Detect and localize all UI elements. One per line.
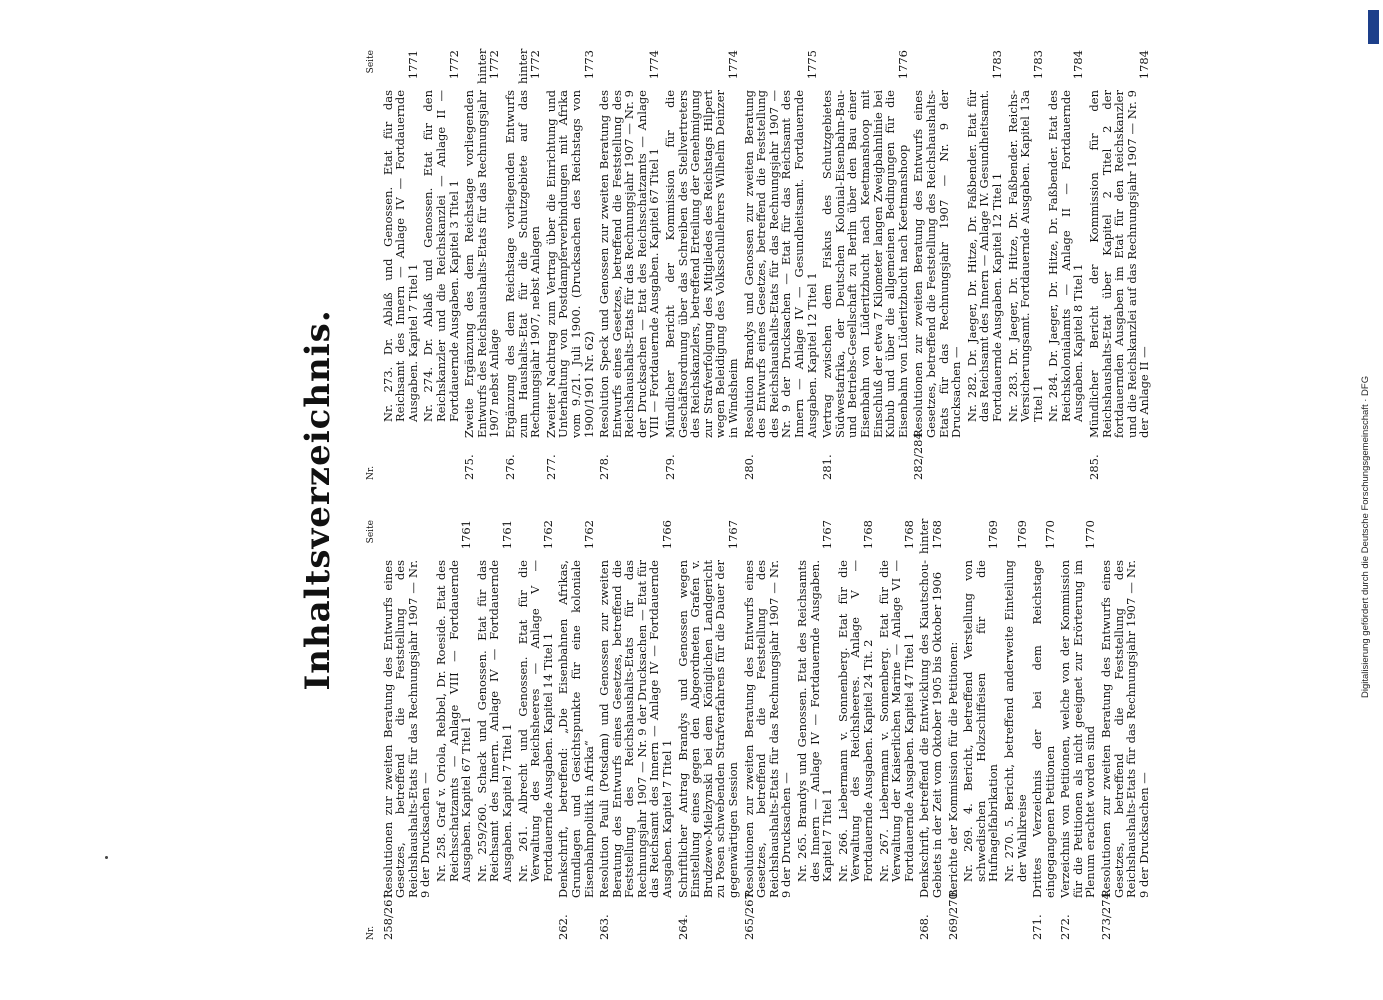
toc-entry (677, 520, 740, 940)
toc-entry (476, 520, 514, 940)
entry-page: 1762 (540, 520, 555, 550)
entry-number (966, 422, 1004, 464)
entry-text: Nr. 284. Dr. Jaeger, Dr. Hitze, Dr. Faßbender. Etat des Reichskolonialamts — Anlage II — Fortdauernde Ausgaben. Kapitel 8 Titel 1 (1046, 90, 1086, 422)
entry-text: Nr. 259/260. Schack und Genossen. Etat für das Reichsamt des Innern. Anlage IV — Fortdauernde Ausgaben. Kapitel 7 Titel 1 (474, 560, 514, 882)
entry-page: 1783 (989, 50, 1004, 80)
toc-entry (821, 50, 909, 480)
nr-header: Nr. (366, 925, 376, 940)
entry-text: Nr. 265. Brandys und Genossen. Etat des Reichsamts des Innern — Anlage IV — Fortdauernde Ausgaben. Kapitel 7 Titel 1 (795, 560, 835, 882)
entry-text: Nr. 267. Liebermann v. Sonnenberg. Etat für die Verwaltung der Kaiserlichen Marine — Anlage VI — Fortdauernde Ausgaben. Kapitel 47 Titel 1 (876, 560, 916, 882)
entry-number (878, 882, 916, 924)
toc-entry (598, 50, 661, 480)
rotated-content (250, 0, 1250, 1000)
entry-text: Drittes Verzeichnis der bei dem Reichstage eingegangenen Petitionen (1030, 560, 1057, 898)
entry-page: 1766 (660, 520, 675, 550)
toc-entry (382, 50, 420, 480)
entry-page: hinter 1768 (917, 518, 944, 554)
entry-page: 1761 (499, 520, 514, 550)
toc-entry (504, 50, 542, 480)
entry-page: 1770 (1083, 520, 1098, 550)
entry-number: 265/267. (741, 888, 756, 940)
entry-text: Resolution Speck und Genossen zur zweiten Beratung des Entwurfs eines Gesetzes, betreffend die Feststellung des Reichshaushalts-Etats für das Rechnungsjahr 1907 — Nr. 9 der Drucksachen — Etat des Reichsschatzamts — Anlage VIII — Fortdauernde Ausgaben. Kapitel 67 Titel 1 (597, 90, 662, 438)
toc-entry (463, 50, 501, 480)
entry-number: 282/284. (911, 428, 926, 480)
entry-number: 278. (597, 454, 612, 480)
toc-entry (1047, 50, 1085, 480)
entry-text: Resolutionen zur zweiten Beratung des Entwurfs eines Gesetzes, betreffend die Feststellung des Reichshaushalts-Etats für das Rechnungsjahr 1907 — Nr. 9 der Drucksachen — (741, 560, 794, 898)
toc-entry (557, 520, 595, 940)
entry-number: 272. (1058, 914, 1073, 940)
toc-entry (1007, 50, 1045, 480)
entry-number: 262. (556, 914, 571, 940)
toc-entry (422, 50, 460, 480)
toc-entry (517, 520, 555, 940)
scan-speck (105, 856, 108, 859)
toc-entry (962, 520, 1000, 940)
left-column (365, 520, 1153, 940)
entry-text: Resolution Brandys und Genossen zur zweiten Beratung des Entwurfs eines Gesetzes, betreffend die Feststellung des Reichshaushalts-Etats für das Rechnungsjahr 1907 — Nr. 9 der Drucksachen — Etat für das Reichsamt des Innern — Anlage IV — Gesundheitsamt. Fortdauernde Ausgaben. Kapitel 12 Titel 1 (741, 90, 819, 438)
entry-number: 281. (820, 454, 835, 480)
entry-page: 1768 (901, 520, 916, 550)
toc-entry (664, 50, 740, 480)
toc-entry (1059, 520, 1097, 940)
right-column (365, 50, 1154, 480)
toc-entry (966, 50, 1004, 480)
entry-number (962, 882, 1000, 924)
entry-text: Mündlicher Bericht der Kommission für den Reichshaushalts-Etat über Kapitel 2 Titel 2 der fortdauernden Ausgaben im Etat für den Reichskanzler und die Reichskanzlei auf das Rechnungsjahr 1907 — Nr. 9 der Anlage II — (1087, 90, 1152, 438)
toc-entry (837, 520, 875, 940)
entry-page: 1783 (1030, 50, 1045, 80)
entry-number: 285. (1087, 454, 1102, 480)
entry-number: 273/274. (1099, 888, 1114, 940)
toc-entry (918, 520, 943, 940)
entry-page: 1769 (986, 520, 1001, 550)
entry-page: 1772 (446, 50, 461, 80)
entry-page: 1767 (820, 520, 835, 550)
entry-page: 1769 (1014, 520, 1029, 550)
entry-page: 1775 (804, 50, 819, 80)
funding-note-text: Digitalisierung gefördert durch die Deutsche Forschungsgemeinschaft · DFG (1360, 375, 1371, 698)
entry-number: 264. (675, 914, 690, 940)
entry-text: Nr. 258. Graf v. Oriola, Rebbel, Dr. Roeside. Etat des Reichsschatzamts — Anlage VIII — Fortdauernde Ausgaben. Kapitel 67 Titel 1 (433, 560, 474, 882)
entry-page: 1784 (1137, 50, 1152, 80)
entry-page: 1773 (581, 50, 596, 80)
page-title: Inhaltsverzeichnis. (298, 309, 338, 691)
entry-page: 1761 (459, 520, 474, 550)
entry-number: 280. (741, 454, 756, 480)
toc-entry (947, 520, 960, 940)
toc-entry (435, 520, 473, 940)
entry-page: 1784 (1071, 50, 1086, 80)
entry-text: Nr. 282. Dr. Jaeger, Dr. Hitze, Dr. Faßbender. Etat für das Reichsamt des Innern — Anlage IV. Gesundheitsamt. Fortdauernde Ausgaben. Kapitel 12 Titel 1 (964, 90, 1004, 422)
toc-entry (1031, 520, 1056, 940)
entry-text: Nr. 261. Albrecht und Genossen. Etat für die Verwaltung des Reichsheeres — Anlage V — Fortdauernde Ausgaben. Kapitel 14 Titel 1 (515, 560, 555, 882)
entry-page: 1770 (1042, 520, 1057, 550)
entry-page: hinter 1772 (474, 48, 502, 84)
funding-note (1360, 18, 1376, 698)
document-area (250, 0, 1250, 1000)
right-entry-list (382, 50, 1151, 480)
entry-text: Resolutionen zur zweiten Beratung des Entwurfs eines Gesetzes, betreffend die Feststellung des Reichshaushalts-Etats für das Rechnungsjahr 1907 — Nr. 9 der Drucksachen — (380, 560, 433, 898)
toc-entry (743, 50, 819, 480)
toc-entry (912, 50, 962, 480)
entry-text: Zweiter Nachtrag zum Vertrag über die Einrichtung und Unterhaltung von Postdampferverbindungen mit Afrika vom 9./21. Juli 1900. (Drucksachen des Reichstags von 1900/1901 Nr. 62) (543, 90, 596, 438)
entry-number (1047, 422, 1085, 464)
entry-number: 277. (543, 454, 558, 480)
entry-text: Vertrag zwischen dem Fiskus des Schutzgebietes Südwestafrika, der Deutschen Kolonial-Eisenbahn-Bau- und Betriebs-Gesellschaft zu Berlin über den Bau einer Eisenbahn von Lüderitzbucht nach Keetmanshoop mit Einschluß der etwa 7 Kilometer langen Zweigbahnlinie bei Kubub und über die allgemeinen Bedingungen für die Eisenbahn von Lüderitzbucht nach Keetmanshoop (820, 90, 910, 438)
toc-entry (796, 520, 834, 940)
entry-number (1003, 882, 1028, 924)
nr-header: Nr. (366, 465, 376, 480)
entry-number (422, 422, 460, 464)
entry-number: 258/261. (380, 888, 395, 940)
entry-number (382, 422, 420, 464)
entry-number: 275. (462, 454, 477, 480)
entry-text: Resolution Pauli (Potsdam) und Genossen zur zweiten Beratung des Entwurfs eines Gesetzes, betreffend die Feststellung des Reichshaushalts-Etats für das Rechnungsjahr 1907 — Nr. 9 der Drucksachen — Etat für das Reichsamt des Innern — Anlage IV — Fortdauernde Ausgaben. Kapitel 7 Titel 1 (597, 560, 675, 898)
entry-number: 276. (502, 454, 517, 480)
entry-text: Zweite Ergänzung des dem Reichstage vorliegenden Entwurfs des Reichshaushalts-Etats für das Rechnungsjahr 1907 nebst Anlage (462, 90, 502, 438)
entry-number (435, 882, 473, 924)
right-column-header (365, 50, 378, 480)
entry-number (476, 882, 514, 924)
entry-page: 1776 (895, 50, 910, 80)
toc-entry (1003, 520, 1028, 940)
entry-text: Denkschrift, betreffend: „Die Eisenbahnen Afrikas, Grundlagen und Gesichtspunkte für eine koloniale Eisenbahnpolitik in Afrika“ (556, 560, 596, 898)
entry-text: Denkschrift, betreffend die Entwicklung des Kiautschou-Gebiets in der Zeit vom Oktober 1905 bis Oktober 1906 (917, 560, 944, 898)
seite-header: Seite (366, 520, 376, 544)
entry-number: 271. (1030, 914, 1045, 940)
toc-entry (598, 520, 674, 940)
toc-entry (382, 520, 432, 940)
entry-number (517, 882, 555, 924)
entry-number: 269/270. (945, 888, 960, 940)
entry-page: 1774 (647, 50, 662, 80)
entry-page: 1762 (581, 520, 596, 550)
entry-page: hinter 1772 (515, 48, 543, 84)
toc-entry (1088, 50, 1151, 480)
toc-entry (878, 520, 916, 940)
entry-page: 1774 (726, 50, 741, 80)
entry-text: Resolutionen zur zweiten Beratung des Entwurfs eines Gesetzes, betreffend die Feststellung des Reichshaushalts-Etats für das Rechnungsjahr 1907 — Nr. 9 der Drucksachen — (911, 90, 964, 438)
entry-text: Nr. 269. 4. Bericht, betreffend Verstellung von schwedischen Holzschiffeisen für die Hufnagelfabrikation (961, 560, 1001, 882)
toc-entry (545, 50, 595, 480)
entry-text: Nr. 270. 5. Bericht, betreffend anderweite Einteilung der Wahlkreise (1001, 560, 1029, 882)
left-entry-list (382, 520, 1151, 940)
entry-text: Resolutionen zur zweiten Beratung des Entwurfs eines Gesetzes, betreffend die Feststellung des Reichshaushalts-Etats für das Rechnungsjahr 1907 — Nr. 9 der Drucksachen — (1099, 560, 1151, 898)
entry-page: 1771 (405, 50, 420, 80)
entry-number: 263. (597, 914, 612, 940)
entry-number (1007, 422, 1045, 464)
entry-text: Ergänzung des dem Reichstage vorliegenden Entwurfs zum Haushalts-Etat für die Schutzgebiete auf das Rechnungsjahr 1907, nebst Anlagen (502, 90, 543, 438)
toc-entry (743, 520, 793, 940)
entry-text: Nr. 283. Dr. Jaeger, Dr. Hitze, Dr. Faßbender. Reichs-Versicherungsamt. Fortdauernde Ausgaben. Kapitel 13a Titel 1 (1005, 90, 1045, 422)
entry-text: Berichte der Kommission für die Petitionen: (945, 641, 960, 898)
entry-page: 1768 (860, 520, 875, 550)
entry-number (837, 882, 875, 924)
seite-header: Seite (366, 50, 376, 74)
entry-number: 268. (917, 914, 932, 940)
toc-entry (1100, 520, 1150, 940)
entry-text: Nr. 274. Dr. Ablaß und Genossen. Etat für den Reichskanzler und die Reichskanzlei — Anlage II — Fortdauernde Ausgaben. Kapitel 3 Titel 1 (421, 90, 461, 422)
entry-text: Verzeichnis von Petitionen, welche von der Kommission für die Petitionen als nicht geeignet zur Erörterung im Plenum erachtet worden sind (1058, 560, 1098, 898)
entry-number: 279. (663, 454, 678, 480)
entry-text: Mündlicher Bericht der Kommission für die Geschäftsordnung über das Schreiben des Stellvertreters des Reichskanzlers, betreffend Erteilung der Genehmigung zur Strafverfolgung des Mitgliedes des Reichstags Hilpert wegen Beleidigung des Volksschullehrers Wilhelm Deinzer in Windsheim (663, 90, 741, 438)
entry-text: Schriftlicher Antrag Brandys und Genossen wegen Einstellung eines gegen den Abgeordneten Grafen v. Brudzewo-Mielzynski bei dem Königlichen Landgericht zu Posen schwebenden Strafverfahrens für die Dauer der gegenwärtigen Session (675, 560, 741, 898)
entry-text: Nr. 266. Liebermann v. Sonnenberg. Etat für die Verwaltung des Reichsheeres. Anlage V — Fortdauernde Ausgaben. Kapitel 24 Tit. 2 (835, 560, 875, 882)
entry-page: 1767 (726, 520, 741, 550)
entry-number (796, 882, 834, 924)
left-column-header (365, 520, 378, 940)
entry-text: Nr. 273. Dr. Ablaß und Genossen. Etat für das Reichsamt des Innern — Anlage IV — Fortdauernde Ausgaben. Kapitel 7 Titel 1 (380, 90, 420, 422)
